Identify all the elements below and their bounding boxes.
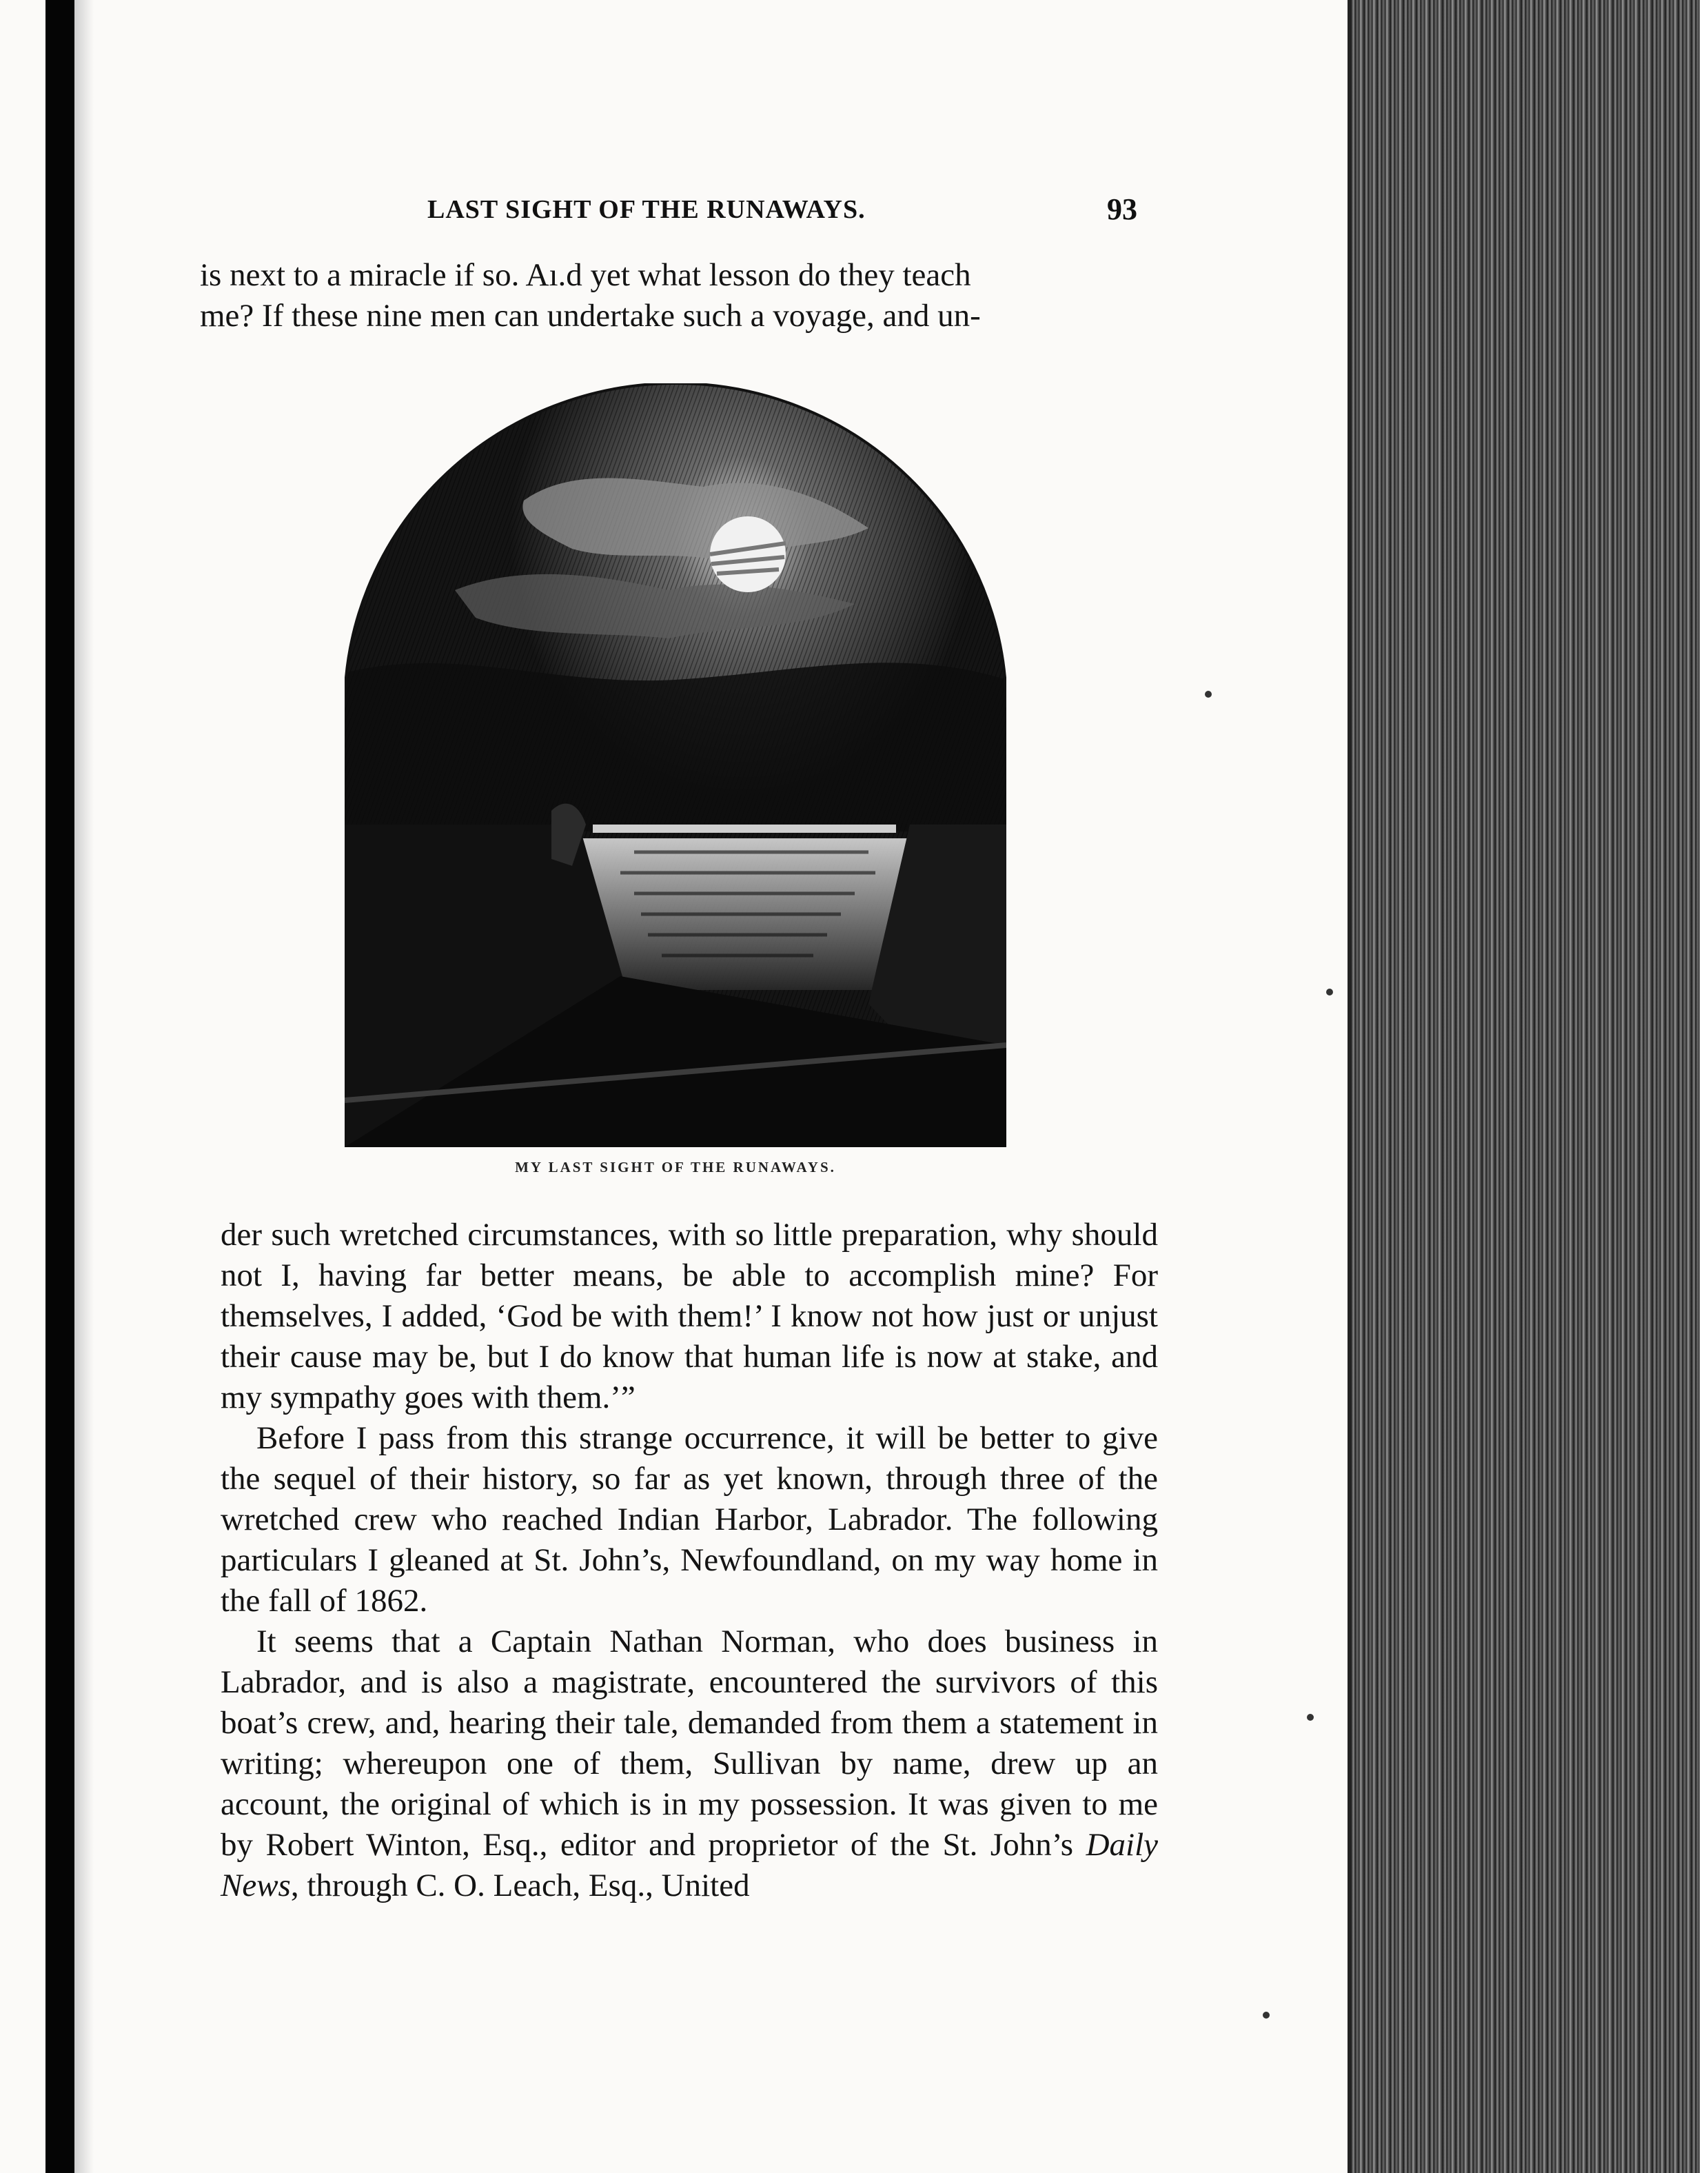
text-line: me? If these nine men can undertake such a voyage, and un- (200, 298, 981, 334)
figure-caption: MY LAST SIGHT OF THE RUNAWAYS. (515, 1159, 836, 1175)
book-binding-edge (45, 0, 74, 2173)
newspaper-title: Daily News (221, 1827, 1158, 1903)
running-head: LAST SIGHT OF THE RUNAWAYS. (427, 195, 866, 224)
page-header (219, 194, 1137, 236)
ink-speck (1307, 1714, 1314, 1721)
top-text-block (200, 255, 1137, 336)
ink-speck (1326, 989, 1333, 995)
bottom-text-block (221, 1215, 1158, 1906)
text-line: is next to a miracle if so. Aı.d yet what lesson do they teach (200, 257, 971, 293)
gutter-shadow (74, 0, 94, 2173)
paragraph (221, 1621, 1158, 1906)
paragraph: der such wretched circumstances, with so little preparation, why should not I, having far better means, be able to accomplish mine? For themselves, I added, ‘God be with them!’ I know not how just or unjust their cause may be, but I do know that human life is now at stake, and my sympathy goes with them.’” (221, 1217, 1158, 1415)
paragraph-text: It seems that a Captain Nathan Norman, who does business in Labrador, and is also a magistrate, encountered the survivors of this boat’s crew, and, hearing their tale, demanded from them a statement in writing; whereupon one of them, Sullivan by name, drew up an account, the original of which is in my possession. It was given to me by Robert Winton, Esq., editor and proprietor of the St. John’s (221, 1624, 1158, 1863)
paragraph: Before I pass from this strange occurrence, it will be better to give the sequel of their history, so far as yet known, through three of the wretched crew who reached Indian Harbor, Labrador. The following particulars I gleaned at St. John’s, Newfoundland, on my way home in the fall of 1862. (221, 1420, 1158, 1619)
page-number: 93 (1107, 192, 1137, 226)
ink-speck (1263, 2012, 1270, 2019)
ink-speck (1205, 691, 1212, 698)
moonlit-sea-engraving (345, 383, 1006, 1147)
book-page-edges (1348, 0, 1708, 2173)
paragraph-text: , through C. O. Leach, Esq., United (290, 1868, 750, 1903)
